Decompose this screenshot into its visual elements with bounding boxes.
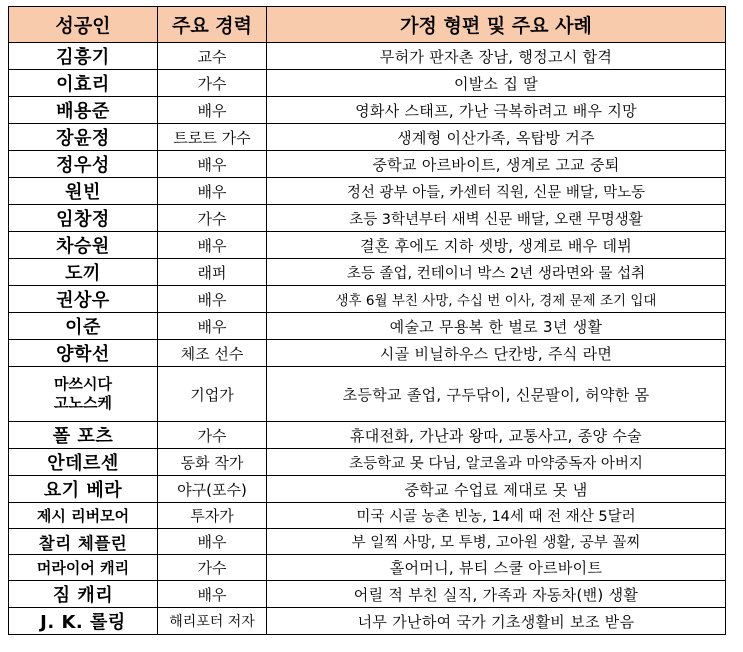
person-case: 어릴 적 부친 실직, 가족과 자동차(밴) 생활	[267, 581, 726, 608]
person-name: 정우성	[9, 151, 158, 178]
person-case: 영화사 스태프, 가난 극복하려고 배우 지망	[267, 97, 726, 124]
table-row	[9, 529, 726, 555]
person-case: 홀어머니, 뷰티 스쿨 아르바이트	[267, 555, 726, 581]
person-career: 교수	[158, 43, 267, 70]
person-name: 제시 리버모어	[9, 503, 158, 529]
person-case: 초등학교 졸업, 구두닦이, 신문팔이, 허약한 몸	[267, 367, 726, 422]
person-name: 양학선	[9, 340, 158, 367]
person-name: 짐 캐리	[9, 581, 158, 608]
person-case: 중학교 수업료 제대로 못 냄	[267, 476, 726, 503]
table-row	[9, 205, 726, 232]
person-case: 예술고 무용복 한 벌로 3년 생활	[267, 313, 726, 340]
person-name: 김흥기	[9, 43, 158, 70]
person-case: 결혼 후에도 지하 셋방, 생계로 배우 데뷔	[267, 232, 726, 259]
person-career: 배우	[158, 581, 267, 608]
person-case: 이발소 집 딸	[267, 70, 726, 97]
table-row	[9, 151, 726, 178]
table-row	[9, 503, 726, 529]
table-row	[9, 340, 726, 367]
person-case: 너무 가난하여 국가 기초생활비 보조 받음	[267, 608, 726, 635]
person-career: 투자가	[158, 503, 267, 529]
person-name-line1: 마쓰시다	[54, 374, 112, 393]
table-row	[9, 259, 726, 286]
person-career: 트로트 가수	[158, 124, 267, 151]
table-row	[9, 581, 726, 608]
person-name: 안데르센	[9, 449, 158, 476]
table-row	[9, 476, 726, 503]
table-row	[9, 97, 726, 124]
header-name: 성공인	[9, 7, 158, 43]
person-career: 체조 선수	[158, 340, 267, 367]
person-name: 배용준	[9, 97, 158, 124]
person-name-line2: 고노스케	[54, 394, 112, 412]
person-career: 가수	[158, 70, 267, 97]
person-name: 폴 포츠	[9, 422, 158, 449]
person-case: 시골 비닐하우스 단칸방, 주식 라면	[267, 340, 726, 367]
table-row	[9, 70, 726, 97]
table-row	[9, 367, 726, 422]
person-career: 배우	[158, 178, 267, 205]
person-name: 차승원	[9, 232, 158, 259]
header-case: 가정 형편 및 주요 사례	[267, 7, 726, 43]
person-case: 초등 졸업, 컨테이너 박스 2년 생라면와 물 섭취	[267, 259, 726, 286]
person-name: 이효리	[9, 70, 158, 97]
person-case: 무허가 판자촌 장남, 행정고시 합격	[267, 43, 726, 70]
person-career: 기업가	[158, 367, 267, 422]
person-case: 휴대전화, 가난과 왕따, 교통사고, 종양 수술	[267, 422, 726, 449]
person-career: 배우	[158, 313, 267, 340]
person-career: 배우	[158, 97, 267, 124]
person-name: 권상우	[9, 286, 158, 313]
table-row	[9, 286, 726, 313]
person-career: 가수	[158, 555, 267, 581]
person-career: 래퍼	[158, 259, 267, 286]
person-name: 찰리 체플린	[9, 529, 158, 555]
table-row	[9, 422, 726, 449]
table-container	[8, 6, 726, 635]
person-name	[9, 367, 158, 422]
person-career: 배우	[158, 286, 267, 313]
table-row	[9, 232, 726, 259]
success-people-table	[8, 6, 726, 635]
person-case: 생계형 이산가족, 옥탑방 거주	[267, 124, 726, 151]
person-name: J. K. 롤링	[9, 608, 158, 635]
table-row	[9, 124, 726, 151]
table-row	[9, 43, 726, 70]
table-row	[9, 449, 726, 476]
person-case: 미국 시골 농촌 빈농, 14세 때 전 재산 5달러	[267, 503, 726, 529]
person-name: 머라이어 캐리	[9, 555, 158, 581]
person-case: 부 일찍 사망, 모 투병, 고아원 생활, 공부 꼴찌	[267, 529, 726, 555]
person-name: 이준	[9, 313, 158, 340]
person-case: 초등 3학년부터 새벽 신문 배달, 오랜 무명생활	[267, 205, 726, 232]
person-career: 가수	[158, 205, 267, 232]
person-career: 동화 작가	[158, 449, 267, 476]
table-row	[9, 313, 726, 340]
table-row	[9, 608, 726, 635]
table-header-row	[9, 7, 726, 43]
person-career: 야구(포수)	[158, 476, 267, 503]
person-career: 가수	[158, 422, 267, 449]
person-name: 원빈	[9, 178, 158, 205]
person-name: 요기 베라	[9, 476, 158, 503]
table-row	[9, 178, 726, 205]
person-case: 초등학교 못 다님, 알코올과 마약중독자 아버지	[267, 449, 726, 476]
person-name: 장윤정	[9, 124, 158, 151]
person-name: 임창정	[9, 205, 158, 232]
header-career: 주요 경력	[158, 7, 267, 43]
person-case: 정선 광부 아들, 카센터 직원, 신문 배달, 막노동	[267, 178, 726, 205]
table-row	[9, 555, 726, 581]
person-name: 도끼	[9, 259, 158, 286]
person-case: 생후 6월 부친 사망, 수십 번 이사, 경제 문제 조기 입대	[267, 286, 726, 313]
person-career: 배우	[158, 529, 267, 555]
person-case: 중학교 아르바이트, 생계로 고교 중퇴	[267, 151, 726, 178]
person-career: 해리포터 저자	[158, 608, 267, 635]
person-career: 배우	[158, 151, 267, 178]
person-career: 배우	[158, 232, 267, 259]
